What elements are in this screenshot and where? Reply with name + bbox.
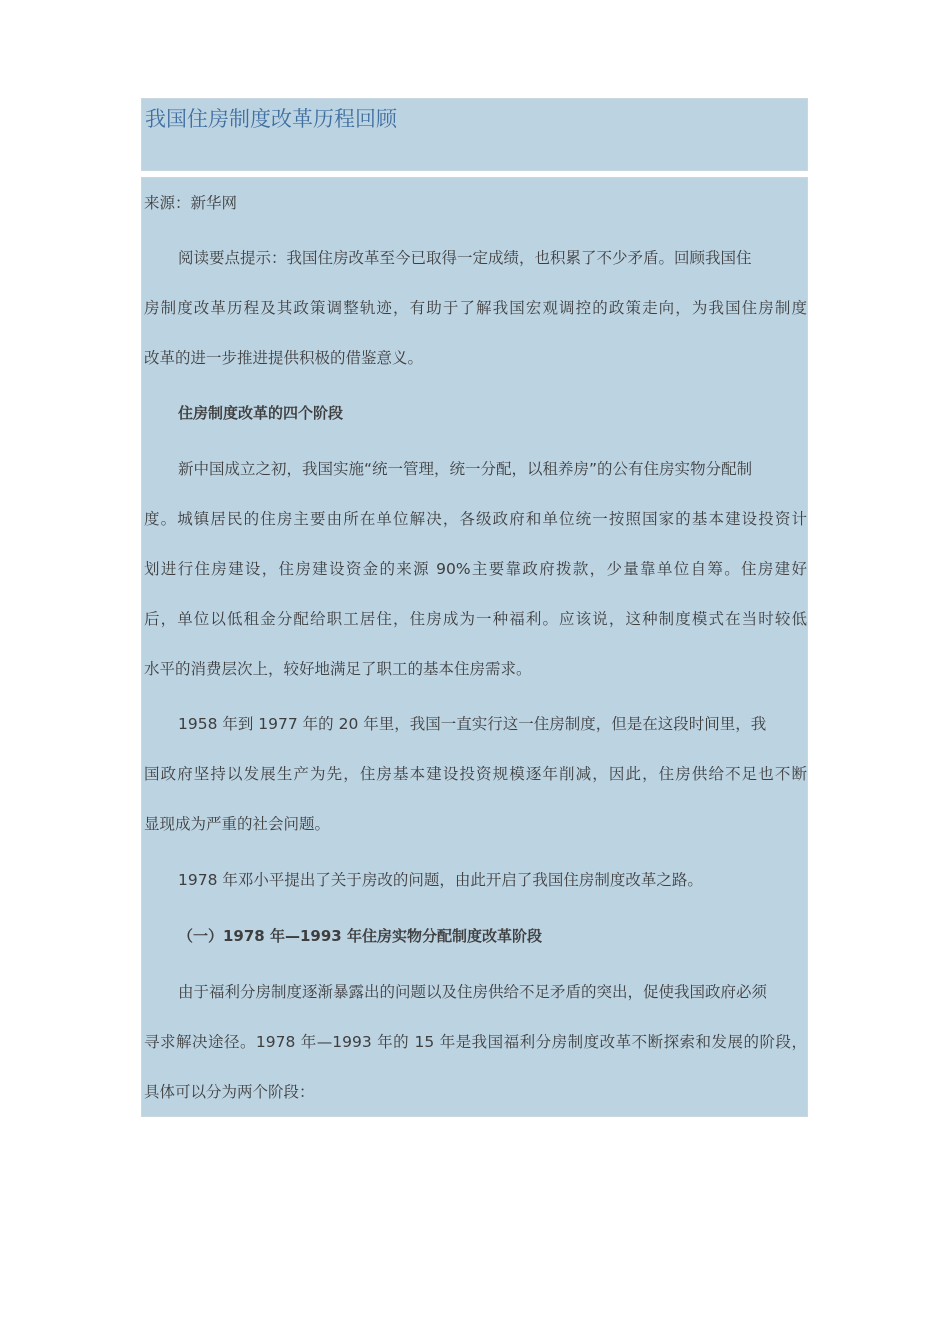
para2-line-1: 1958 年到 1977 年的 20 年里，我国一直实行这一住房制度，但是在这段时间里，我 xyxy=(178,715,767,733)
para1-line-3: 划进行住房建设，住房建设资金的来源 90%主要靠政府拨款，少量靠单位自筹。住房建好 xyxy=(144,560,807,578)
para1-line-1: 新中国成立之初，我国实施“统一管理，统一分配，以租养房”的公有住房实物分配制 xyxy=(178,460,753,478)
para4-line-3: 具体可以分为两个阶段： xyxy=(144,1083,315,1101)
para1-line-5: 水平的消费层次上，较好地满足了职工的基本住房需求。 xyxy=(144,660,532,678)
title-banner xyxy=(141,98,808,171)
page-title: 我国住房制度改革历程回顾 xyxy=(145,107,397,131)
para2-line-2: 国政府坚持以发展生产为先，住房基本建设投资规模逐年削减，因此，住房供给不足也不断 xyxy=(144,765,807,783)
para2-line-3: 显现成为严重的社会问题。 xyxy=(144,815,331,833)
para3-line-1: 1978 年邓小平提出了关于房改的问题，由此开启了我国住房制度改革之路。 xyxy=(178,871,703,889)
para1-line-4: 后，单位以低租金分配给职工居住，住房成为一种福利。应该说，这种制度模式在当时较低 xyxy=(144,610,807,628)
intro-line-2: 房制度改革历程及其政策调整轨迹，有助于了解我国宏观调控的政策走向，为我国住房制度 xyxy=(144,299,807,317)
article-body xyxy=(141,177,808,1117)
para4-line-2: 寻求解决途径。1978 年—1993 年的 15 年是我国福利分房制度改革不断探索和发展的阶段， xyxy=(144,1033,807,1051)
intro-line-1: 阅读要点提示：我国住房改革至今已取得一定成绩，也积累了不少矛盾。回顾我国住 xyxy=(178,249,752,267)
intro-line-3: 改革的进一步推进提供积极的借鉴意义。 xyxy=(144,349,424,367)
para1-line-2: 度。城镇居民的住房主要由所在单位解决，各级政府和单位统一按照国家的基本建设投资计 xyxy=(144,510,807,528)
subsection-heading: （一）1978 年—1993 年住房实物分配制度改革阶段 xyxy=(178,927,542,945)
source-line: 来源：新华网 xyxy=(144,194,238,212)
para4-line-1: 由于福利分房制度逐渐暴露出的问题以及住房供给不足矛盾的突出，促使我国政府必须 xyxy=(178,983,768,1001)
section-heading: 住房制度改革的四个阶段 xyxy=(178,404,344,422)
